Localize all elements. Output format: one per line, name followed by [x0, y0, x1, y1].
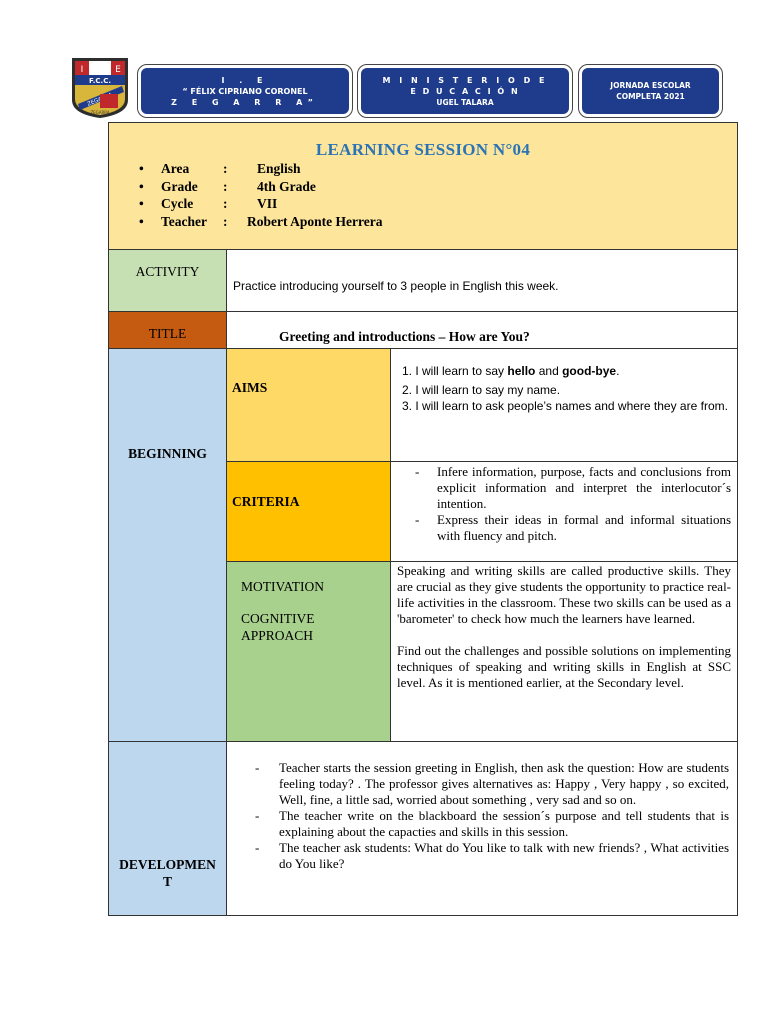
development-item: - The teacher write on the blackboard the session´s purpose and tell students that is explaining about the capacties and skills in this session. [255, 808, 730, 839]
criteria-list [415, 464, 731, 544]
development-item: - Teacher starts the session greeting in English, then ask the question: How are students feeling today? . The professor gives alternatives as: Happy , Very happy , so excited, Well, fine, a little sad, worried about something , very sad and so on. [255, 760, 730, 807]
development-list [255, 760, 729, 872]
school-line-1: I . E [221, 75, 269, 85]
motivation-label-2: COGNITIVE [241, 611, 315, 626]
crest-letter-i: I [80, 65, 84, 75]
criteria-item: - Infere information, purpose, facts and conclusions from explicit information and interpret the interlocutor´s intention. [415, 464, 732, 511]
info-item-area: • Area : English [139, 161, 301, 176]
ministry-line-3: UGEL TALARA [436, 97, 494, 107]
session-info-list [109, 160, 737, 230]
activity-text: Practice introducing yourself to 3 people in English this week. [227, 250, 738, 312]
activity-label: ACTIVITY [109, 250, 227, 312]
school-line-3: Z E G A R R A” [171, 97, 319, 107]
info-item-cycle: • Cycle : VII [139, 196, 278, 211]
jornada-line-1: JORNADA ESCOLAR [610, 81, 691, 90]
aims-item-2: 2. I will learn to say my name. [402, 383, 561, 397]
aims-item-1: 1. I will learn to say hello and good-bye. [402, 364, 620, 378]
info-item-teacher: • Teacher : Robert Aponte Herrera [139, 213, 383, 229]
crest-letter-e: E [115, 65, 121, 75]
motivation-label-3: APPROACH [241, 628, 314, 643]
motivation-paragraph-1: Speaking and writing skills are called productive skills. They are crucial as they give students the opportunity to practice real-life activities in the classroom. These two skills can be used as a 'barometer' to check how much the learners have learned. [397, 563, 732, 626]
criteria-label: CRITERIA [227, 462, 391, 562]
title-label: TITLE [109, 312, 227, 349]
motivation-label-1: MOTIVATION [241, 579, 324, 594]
criteria-item: - Express their ideas in formal and informal situations with fluency and pitch. [415, 512, 732, 543]
motivation-paragraph-2: Find out the challenges and possible solutions on implementing techniques of speaking and writing skills in English at SSC level. As it is mentioned earlier, at the Secondary level. [397, 643, 732, 690]
motivation-content [391, 562, 738, 742]
session-sheet [108, 122, 737, 916]
development-content [227, 742, 738, 916]
aims-item-3: 3. I will learn to ask people’s names and where they are from. [402, 399, 728, 413]
ministry-line-2: E D U C A C I Ó N [410, 86, 520, 96]
beginning-label: BEGINNING [109, 349, 227, 742]
session-header [109, 123, 738, 250]
session-table [108, 122, 738, 916]
aims-content [391, 349, 738, 462]
title-text: Greeting and introductions – How are You? [227, 312, 738, 349]
ministry-line-1: M I N I S T E R I O D E [382, 75, 548, 85]
aims-label: AIMS [227, 349, 391, 462]
jornada-box [578, 64, 723, 118]
motivation-label [227, 562, 391, 742]
jornada-line-2: COMPLETA 2021 [616, 92, 685, 101]
crest-motto-text: ZEGARRA [90, 110, 110, 115]
school-crest [70, 56, 130, 120]
ministry-box [357, 64, 573, 118]
school-line-2: “ FÉLIX CIPRIANO CORONEL [182, 86, 308, 96]
development-label: DEVELOPMEN T [109, 742, 227, 916]
crest-band-text: F.C.C. [88, 77, 112, 85]
info-item-grade: • Grade : 4th Grade [139, 178, 316, 194]
development-item: - The teacher ask students: What do You like to talk with new friends? , What activities do You like? [255, 840, 730, 871]
session-title: LEARNING SESSION N°04 [315, 140, 531, 159]
school-name-box [137, 64, 353, 118]
criteria-content [391, 462, 738, 562]
